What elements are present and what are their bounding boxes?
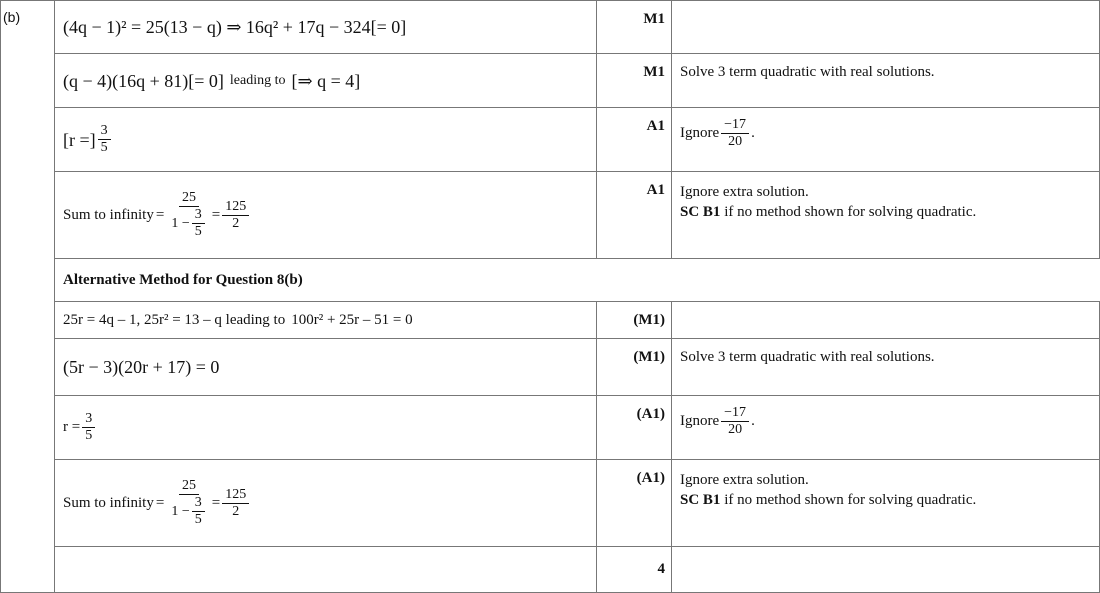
- table-row: [1, 396, 1100, 460]
- note-cell: Ignore $\frac{-17}{20}$ .: [672, 108, 1100, 172]
- table-row: [1, 54, 1100, 108]
- mark-cell: (A1): [597, 460, 672, 547]
- equation-row2: (q − 4)(16q + 81)[= 0]: [63, 70, 224, 91]
- heading-cell: [55, 259, 1100, 302]
- working-cell: [55, 339, 597, 396]
- fraction: $\frac{125}{2}$: [222, 488, 249, 519]
- working-cell: [55, 1, 597, 54]
- table-row: [1, 302, 1100, 339]
- note-cell: Ignore $\frac{-17}{20}$ .: [672, 396, 1100, 460]
- alt-method-heading: Alternative Method for Question 8(b): [63, 271, 303, 288]
- working-cell: Sum to infinity = 25 1 − $\frac{3}{5}$ = $\frac{125}{2}$: [55, 460, 597, 547]
- working-cell: Sum to infinity = 25 1 − $\frac{3}{5}$ = $\frac{125}{2}$: [55, 172, 597, 259]
- fraction: $\frac{3}{5}$: [98, 124, 111, 155]
- total-mark-cell: 4: [597, 547, 672, 593]
- fraction: $\frac{-17}{20}$: [721, 118, 749, 149]
- fraction: $\frac{3}{5}$: [82, 412, 95, 443]
- note-cell: Ignore extra solution. SC B1 if no method shown for solving quadratic.: [672, 460, 1100, 547]
- fraction: $\frac{-17}{20}$: [721, 406, 749, 437]
- mark-cell: (M1): [597, 339, 672, 396]
- table-row: [1, 1, 1100, 54]
- mark-cell: A1: [597, 108, 672, 172]
- working-cell: r = $\frac{3}{5}$: [55, 396, 597, 460]
- mark-cell: M1: [597, 54, 672, 108]
- r-equals: [r =]: [63, 129, 96, 150]
- mark-cell: M1: [597, 1, 672, 54]
- note-cell: Ignore extra solution. SC B1 if no method shown for solving quadratic.: [672, 172, 1100, 259]
- equation-row2-tail: [⇒ q = 4]: [291, 70, 361, 91]
- note-cell: Solve 3 term quadratic with real solutions.: [672, 54, 1100, 108]
- equation-alt-row2: (5r − 3)(20r + 17) = 0: [63, 357, 220, 377]
- note-cell: [672, 1, 1100, 54]
- table-row: [1, 108, 1100, 172]
- equation-row1: (4q − 1)² = 25(13 − q) ⇒ 16q² + 17q − 324[= 0]: [63, 17, 407, 37]
- working-cell: 25r = 4q – 1, 25r² = 13 – q leading to 100r² + 25r – 51 = 0: [55, 302, 597, 339]
- sum-label: Sum to infinity: [63, 494, 154, 511]
- fraction: $\frac{125}{2}$: [222, 200, 249, 231]
- mark-cell: A1: [597, 172, 672, 259]
- table-row: [1, 172, 1100, 259]
- table-row: [1, 339, 1100, 396]
- fraction: 25 1 − $\frac{3}{5}$: [168, 479, 209, 527]
- note-cell: Solve 3 term quadratic with real solutions.: [672, 339, 1100, 396]
- mark-cell: (M1): [597, 302, 672, 339]
- working-cell: [55, 108, 597, 172]
- table-row: [1, 259, 1100, 302]
- mark-cell: (A1): [597, 396, 672, 460]
- part-label: (b): [1, 1, 55, 593]
- fraction: 25 1 − $\frac{3}{5}$: [168, 191, 209, 239]
- sum-label: Sum to infinity: [63, 206, 154, 223]
- table-row: [1, 460, 1100, 547]
- working-cell: [55, 54, 597, 108]
- note-cell: [672, 302, 1100, 339]
- leading-to-text: leading to: [229, 72, 286, 88]
